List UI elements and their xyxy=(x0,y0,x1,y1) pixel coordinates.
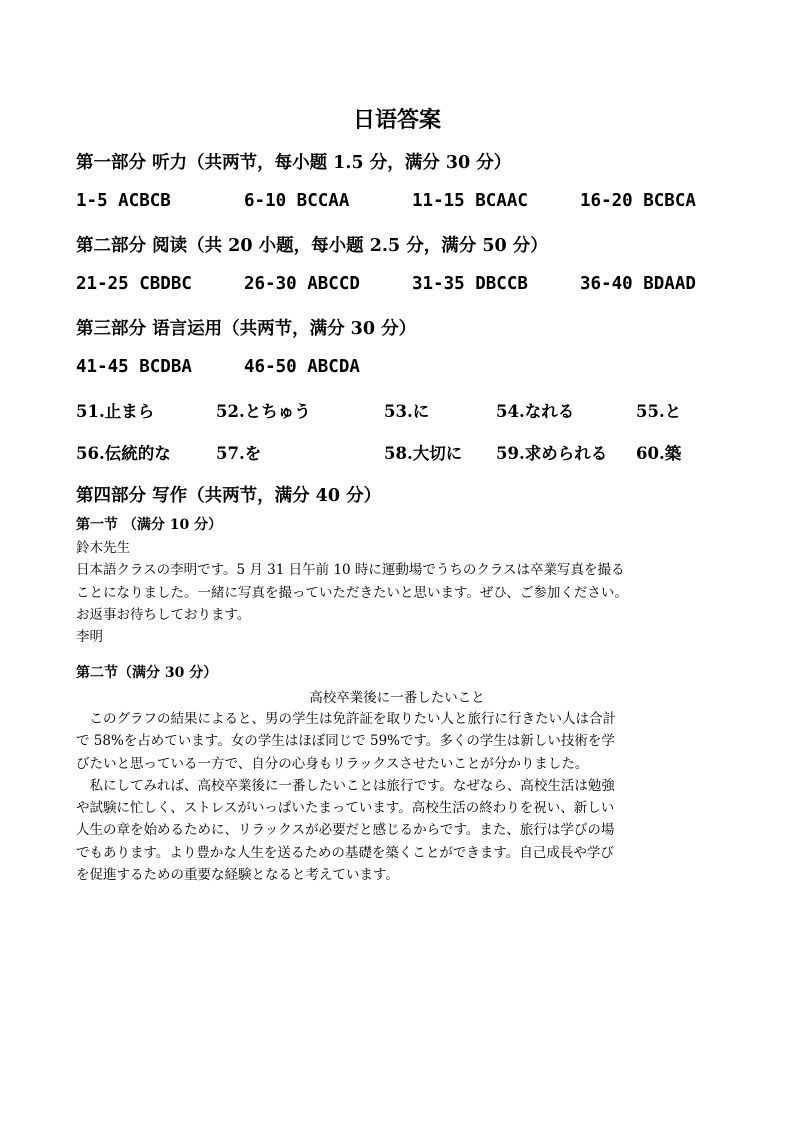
essay-line: 人生の章を始めるために、リラックスが必要だと感じるからです。また、旅行は学びの場 xyxy=(76,822,615,839)
fill-answer: 60.築 xyxy=(636,444,682,463)
fill-answer: 57.を xyxy=(216,444,262,463)
answer-group: 26-30 ABCCD xyxy=(244,274,360,294)
answer-group: 31-35 DBCCB xyxy=(412,274,528,294)
answer-group: 16-20 BCBCA xyxy=(580,191,696,211)
fill-answer: 54.なれる xyxy=(496,402,575,421)
fill-answer: 59.求められる xyxy=(496,444,608,463)
part3-fill-row-1 xyxy=(76,398,756,422)
part3-answer-row xyxy=(76,357,756,381)
letter-line: 李明 xyxy=(76,629,103,646)
essay-title: 高校卒業後に一番したいこと xyxy=(309,690,485,706)
answer-group: 1-5 ACBCB xyxy=(76,191,171,211)
answer-group: 11-15 BCAAC xyxy=(412,191,528,211)
essay-line: このグラフの結果によると、男の学生は免許証を取りたい人と旅行に行きたい人は合計 xyxy=(76,711,616,727)
essay-line: を促進するための重要な経験となると考えています。 xyxy=(76,867,399,884)
part3-fill-row-2 xyxy=(76,440,756,464)
page-title: 日语答案 xyxy=(352,107,441,133)
fill-answer: 58.大切に xyxy=(384,444,463,463)
essay-line: 私にしてみれば、高校卒業後に一番したいことは旅行です。なぜなら、高校生活は勉強 xyxy=(76,777,615,794)
essay-line: でもあります。より豊かな人生を送るための基礎を築くことができます。自己成長や学び xyxy=(76,844,614,861)
essay-line: や試験に忙しく、ストレスがいっぱいたまっています。高校生活の終わりを祝い、新しい xyxy=(76,800,615,817)
fill-answer: 55.と xyxy=(636,402,682,421)
part2-heading: 第二部分 阅读（共 20 小题，每小题 2.5 分，满分 50 分） xyxy=(76,236,548,256)
fill-answer: 53.に xyxy=(384,402,430,421)
section2-heading: 第二节（满分 30 分） xyxy=(76,665,218,681)
fill-answer: 56.伝統的な xyxy=(76,444,171,463)
letter-line: 日本語クラスの李明です。5 月 31 日午前 10 時に運動場でうちのクラスは卒業写真を撮る xyxy=(76,562,625,579)
section2-essay xyxy=(76,708,736,886)
essay-line: で 58%を占めています。女の学生はほぼ同じで 59%です。多くの学生は新しい技術を学 xyxy=(76,733,615,750)
letter-line: お返事お待ちしております。 xyxy=(76,606,251,623)
section1-heading: 第一节 （满分 10 分） xyxy=(76,517,223,533)
letter-line: ことになりました。一緒に写真を撮っていただきたいと思います。ぜひ、ご参加ください。 xyxy=(76,584,628,601)
answer-group: 41-45 BCDBA xyxy=(76,357,192,377)
part4-heading: 第四部分 写作（共两节，满分 40 分） xyxy=(76,486,382,506)
part3-heading: 第三部分 语言运用（共两节，满分 30 分） xyxy=(76,319,417,339)
answer-group: 21-25 CBDBC xyxy=(76,274,192,294)
fill-answer: 51.止まら xyxy=(76,402,155,421)
part1-answer-row xyxy=(76,191,756,215)
fill-answer: 52.とちゅう xyxy=(216,402,311,421)
answer-group: 36-40 BDAAD xyxy=(580,274,696,294)
section1-letter xyxy=(76,537,736,648)
essay-line: びたいと思っている一方で、自分の心身もリラックスさせたいことが分かりました。 xyxy=(76,755,589,772)
answer-group: 6-10 BCCAA xyxy=(244,191,350,211)
part2-answer-row xyxy=(76,274,756,298)
part1-heading: 第一部分 听力（共两节，每小题 1.5 分，满分 30 分） xyxy=(76,153,512,173)
answer-group: 46-50 ABCDA xyxy=(244,357,360,377)
letter-line: 鈴木先生 xyxy=(76,540,130,556)
